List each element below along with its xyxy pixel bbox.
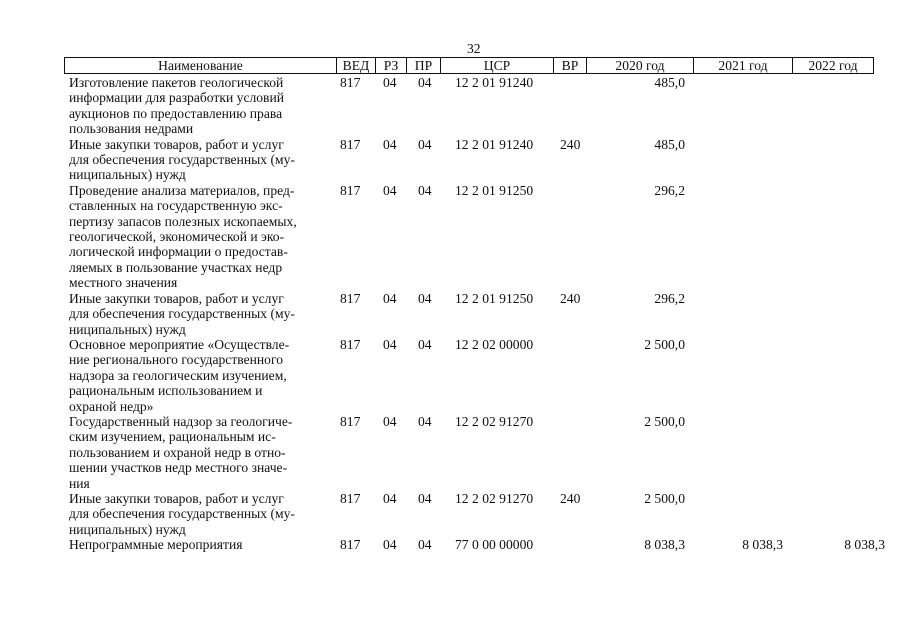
header-ved: ВЕД [336,58,375,73]
row-name-line: Основное мероприятие «Осуществле- [69,336,290,352]
row-name [69,337,331,414]
cell-ved: 817 [340,336,361,352]
row-name-line: Иные закупки товаров, работ и услуг [69,490,284,506]
cell-csr: 12 2 01 91250 [455,290,534,306]
cell-pr: 04 [418,136,432,152]
cell-2020: 296,2 [654,182,685,198]
cell-ved: 817 [340,290,361,306]
row-name-line: Иные закупки товаров, работ и услуг [69,290,284,306]
row-name-line: шении участков недр местного значе- [69,460,288,476]
cell-vr: 240 [560,490,581,506]
cell-csr: 12 2 01 91250 [455,182,534,198]
table-row [0,414,905,491]
row-name-line: для обеспечения государственных (му- [69,506,295,522]
row-name-line: для обеспечения государственных (му- [69,306,295,322]
cell-ved: 817 [340,490,361,506]
header-pr: ПР [406,58,440,73]
row-name-line: охраной недр» [69,398,154,414]
cell-2020: 2 500,0 [644,413,685,429]
row-name-line: информации для разработки условий [69,90,285,106]
row-name-line: аукционов по предоставлению права [69,105,283,121]
row-name-line: ставленных на государственную экс- [69,198,283,214]
header-2021: 2021 год [693,58,792,73]
row-name-line: Непрограммные мероприятия [69,537,243,553]
cell-csr: 12 2 01 91240 [455,136,534,152]
row-name [69,537,331,552]
cell-pr: 04 [418,413,432,429]
row-name-line: Изготовление пакетов геологической [69,75,284,90]
table-body [0,75,905,553]
cell-rz: 04 [383,413,397,429]
row-name-line: местного значения [69,275,178,291]
row-name [69,137,331,183]
cell-2022: 8 038,3 [844,537,885,553]
table-row [0,183,905,291]
cell-pr: 04 [418,290,432,306]
row-name-line: логической информации о предостав- [69,244,288,260]
cell-rz: 04 [383,290,397,306]
header-2020: 2020 год [586,58,693,73]
table-row [0,491,905,537]
table-row [0,537,905,552]
row-name-line: ским изучением, рациональным ис- [69,429,276,445]
cell-csr: 12 2 01 91240 [455,75,534,90]
cell-rz: 04 [383,75,397,90]
row-name-line: ниципальных) нужд [69,521,186,537]
cell-rz: 04 [383,336,397,352]
row-name [69,75,331,137]
cell-ved: 817 [340,537,361,553]
cell-pr: 04 [418,75,432,90]
row-name [69,291,331,337]
row-name [69,491,331,537]
header-name: Наименование [158,58,243,73]
row-name-line: пользования недрами [69,121,194,137]
row-name-line: ляемых в пользование участках недр [69,259,283,275]
row-name-line: ния [69,475,90,491]
table-row [0,75,905,137]
cell-2020: 485,0 [654,136,685,152]
row-name-line: Государственный надзор за геологиче- [69,413,293,429]
table-header [64,57,874,74]
row-name [69,414,331,491]
cell-pr: 04 [418,336,432,352]
row-name-line: ние регионального государственного [69,352,284,368]
header-2022: 2022 год [792,58,873,73]
cell-csr: 12 2 02 91270 [455,490,534,506]
cell-rz: 04 [383,182,397,198]
table-row [0,291,905,337]
row-name-line: для обеспечения государственных (му- [69,152,295,168]
table-row [0,337,905,414]
cell-rz: 04 [383,537,397,553]
header-rz: РЗ [375,58,406,73]
row-name-line: ниципальных) нужд [69,167,186,183]
row-name [69,183,331,291]
cell-vr: 240 [560,136,581,152]
header-csr: ЦСР [440,58,553,73]
cell-2020: 2 500,0 [644,490,685,506]
cell-ved: 817 [340,136,361,152]
row-name-line: рациональным использованием и [69,383,263,399]
row-name-line: геологической, экономической и эко- [69,229,285,245]
cell-ved: 817 [340,75,361,90]
cell-2020: 296,2 [654,290,685,306]
header-vr: ВР [553,58,586,73]
cell-csr: 12 2 02 91270 [455,413,534,429]
row-name-line: пертизу запасов полезных ископаемых, [69,213,297,229]
row-name-line: ниципальных) нужд [69,321,186,337]
cell-2020: 485,0 [654,75,685,90]
cell-rz: 04 [383,136,397,152]
cell-2020: 2 500,0 [644,336,685,352]
cell-ved: 817 [340,182,361,198]
table-row [0,137,905,183]
row-name-line: Иные закупки товаров, работ и услуг [69,136,284,152]
cell-pr: 04 [418,537,432,553]
cell-2020: 8 038,3 [644,537,685,553]
row-name-line: надзора за геологическим изучением, [69,367,287,383]
cell-pr: 04 [418,182,432,198]
cell-vr: 240 [560,290,581,306]
cell-pr: 04 [418,490,432,506]
cell-csr: 12 2 02 00000 [455,336,534,352]
cell-ved: 817 [340,413,361,429]
cell-2021: 8 038,3 [742,537,783,553]
cell-csr: 77 0 00 00000 [455,537,534,553]
cell-rz: 04 [383,490,397,506]
page-number: 32 [467,41,481,56]
row-name-line: Проведение анализа материалов, пред- [69,182,295,198]
row-name-line: пользованием и охраной недр в отно- [69,444,286,460]
